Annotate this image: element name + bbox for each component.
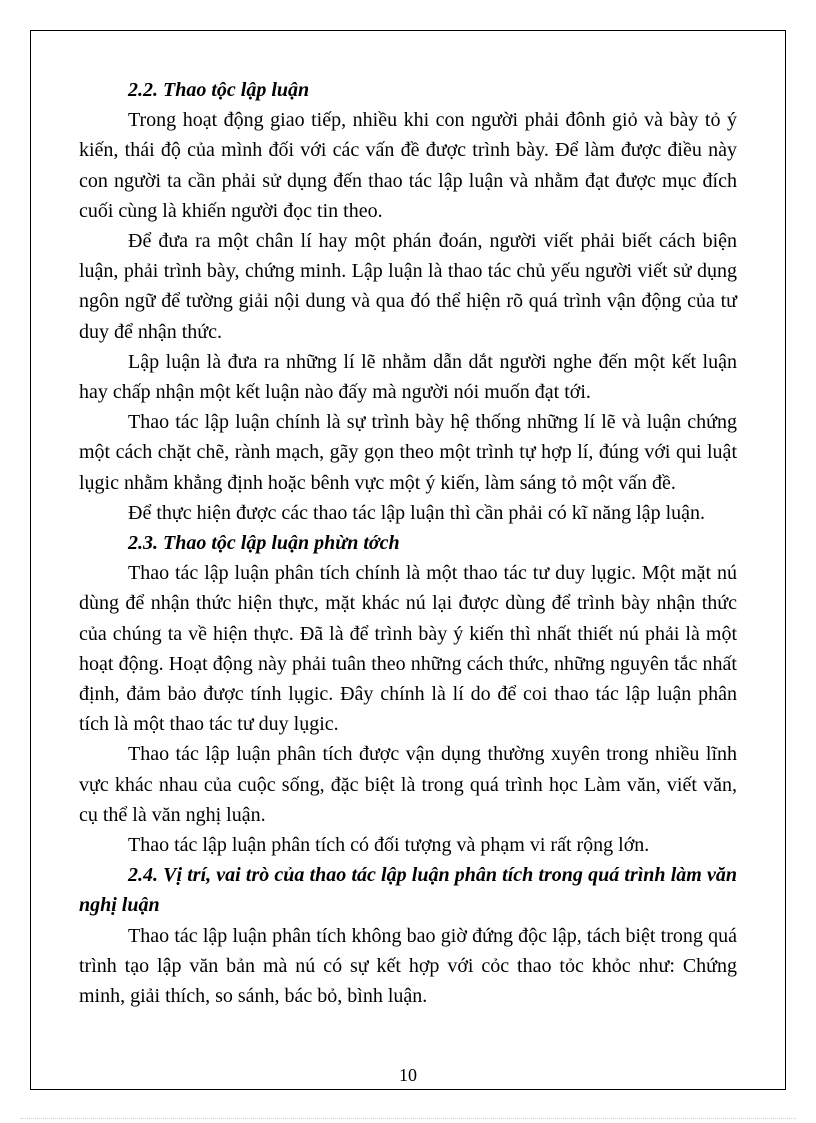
bottom-divider bbox=[20, 1118, 796, 1119]
section-heading-2-3: 2.3. Thao tộc lập luận phừn tớch bbox=[128, 532, 400, 555]
page-number: 10 bbox=[399, 1065, 417, 1085]
paragraph: Để thực hiện được các thao tác lập luận thì cần phải có kĩ năng lập luận. bbox=[128, 501, 706, 524]
paragraph: Thao tác lập luận phân tích có đối tượng và phạm vi rất rộng lớn. bbox=[128, 834, 650, 857]
paragraph: Để đưa ra một chân lí hay một phán đoán, người viết phải biết cách biện luận, phải trình bày, chứng minh. Lập luận là thao tác chủ yếu người viết sử dụng ngôn ngữ để tường giải nội dung và qua đó thể hiện rõ quá trình vận động của tư duy để nhận thức. bbox=[79, 230, 737, 343]
document-body bbox=[79, 75, 737, 1011]
section-heading-2-2: 2.2. Thao tộc lập luận bbox=[128, 79, 310, 101]
paragraph: Thao tác lập luận chính là sự trình bày hệ thống những lí lẽ và luận chứng một cách chặt chẽ, rành mạch, gãy gọn theo một trình tự hợp lí, đúng với qui luật lụgic nhằm khẳng định hoặc bênh vực một ý kiến, làm sáng tỏ một vấn đề. bbox=[79, 411, 737, 494]
paragraph: Thao tác lập luận phân tích được vận dụng thường xuyên trong nhiều lĩnh vực khác nhau của cuộc sống, đặc biệt là trong quá trình học Làm văn, viết văn, cụ thể là văn nghị luận. bbox=[79, 743, 737, 826]
paragraph: Thao tác lập luận phân tích không bao giờ đứng độc lập, tách biệt trong quá trình tạo lập văn bản mà nú có sự kết hợp với cỏc thao tỏc khỏc như: Chứng minh, giải thích, so sánh, bác bỏ, bình luận. bbox=[79, 924, 737, 1008]
paragraph: Trong hoạt động giao tiếp, nhiều khi con người phải đônh giỏ và bày tỏ ý kiến, thái độ của mình đối với các vấn đề được trình bày. Để làm được điều này con người ta cần phải sử dụng đến thao tác lập luận và nhằm đạt được mục đích cuối cùng là khiến người đọc tin theo. bbox=[79, 109, 737, 222]
paragraph: Thao tác lập luận phân tích chính là một thao tác tư duy lụgic. Một mặt nú dùng để nhận thức hiện thực, mặt khác nú lại được dùng để trình bày nhận thức của chúng ta về hiện thực. Đã là để trình bày ý kiến thì nhất thiết nú phải là một hoạt động. Hoạt động này phải tuân theo những cách thức, những nguyên tắc nhất định, đảm bảo được tính lụgic. Đây chính là lí do để coi thao tác lập luận phân tích là một thao tác tư duy lụgic. bbox=[79, 562, 737, 736]
section-heading-2-4: 2.4. Vị trí, vai trò của thao tác lập luận phân tích trong quá trình làm văn nghị luận bbox=[79, 864, 737, 917]
paragraph: Lập luận là đưa ra những lí lẽ nhằm dẫn dắt người nghe đến một kết luận hay chấp nhận một kết luận nào đấy mà người nói muốn đạt tới. bbox=[79, 350, 737, 404]
